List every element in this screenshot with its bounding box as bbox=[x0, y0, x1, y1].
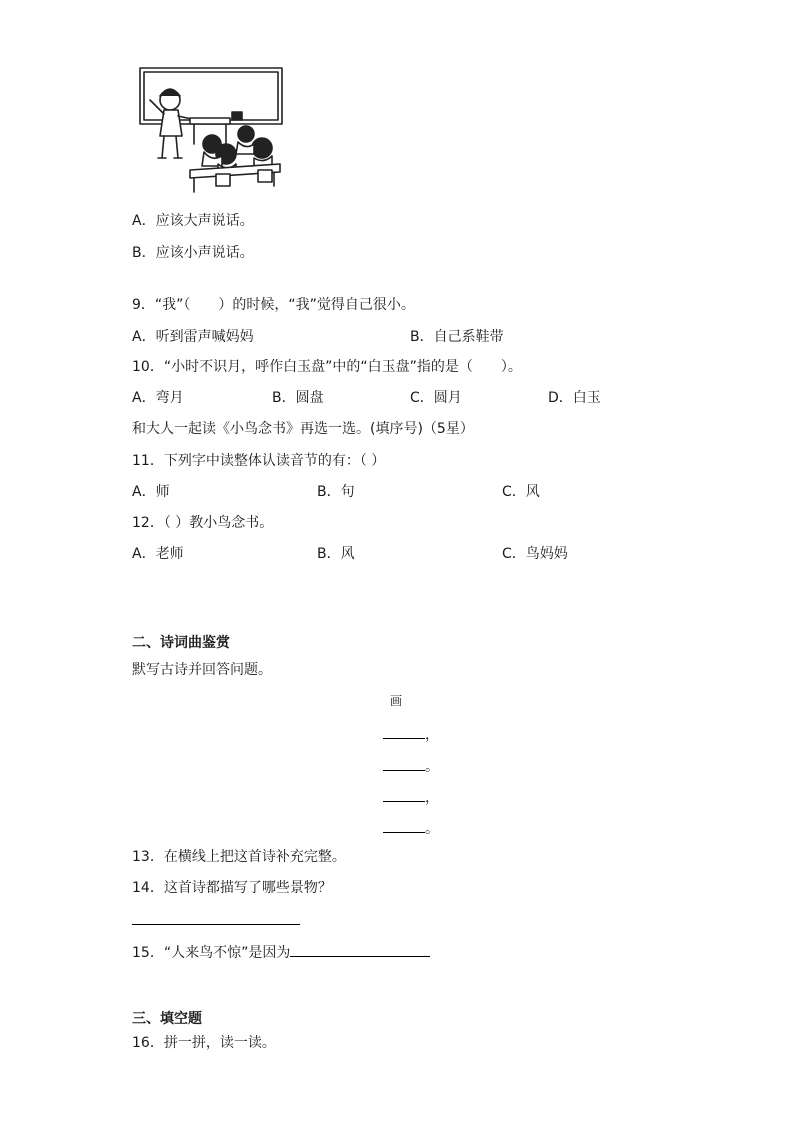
poem-line-1-punct: ， bbox=[425, 727, 439, 743]
q15-row bbox=[132, 942, 430, 962]
q12-stem: 12．（ ）教小鸟念书。 bbox=[132, 515, 274, 531]
poem-title: 画 bbox=[390, 694, 403, 708]
q11-option-a: A．师 bbox=[132, 484, 170, 500]
poem-line-1[interactable] bbox=[383, 724, 439, 744]
poem-line-3[interactable] bbox=[383, 787, 439, 807]
q9-option-b: B．自己系鞋带 bbox=[410, 329, 504, 345]
q10-option-d: D．白玉 bbox=[548, 390, 601, 406]
q10-option-c: C．圆月 bbox=[410, 390, 462, 406]
poem-line-1-blank[interactable] bbox=[383, 724, 425, 739]
classroom-illustration bbox=[134, 66, 286, 194]
q12-option-a: A．老师 bbox=[132, 546, 184, 562]
reading-intro: 和大人一起读《小鸟念书》再选一选。(填序号)（5星） bbox=[132, 421, 474, 437]
q15-stem: 15．“人来鸟不惊”是因为 bbox=[132, 945, 291, 961]
q9-stem: 9．“我”（ ）的时候，“我”觉得自己很小。 bbox=[132, 297, 415, 313]
poem-line-2-punct: 。 bbox=[425, 759, 439, 775]
poem-line-3-blank[interactable] bbox=[383, 787, 425, 802]
poem-line-4-punct: 。 bbox=[425, 821, 439, 837]
q8-option-a: A．应该大声说话。 bbox=[132, 213, 254, 229]
q12-option-c: C．鸟妈妈 bbox=[502, 546, 568, 562]
poem-line-2[interactable] bbox=[383, 756, 439, 776]
q10-option-b: B．圆盘 bbox=[272, 390, 324, 406]
poem-line-4-blank[interactable] bbox=[383, 818, 425, 833]
q11-option-c: C．风 bbox=[502, 484, 540, 500]
q8-option-b: B．应该小声说话。 bbox=[132, 245, 254, 261]
q16-stem: 16．拼一拼，读一读。 bbox=[132, 1035, 276, 1051]
q10-option-a: A．弯月 bbox=[132, 390, 184, 406]
q13-stem: 13．在横线上把这首诗补充完整。 bbox=[132, 849, 346, 865]
section2-instruction: 默写古诗并回答问题。 bbox=[132, 662, 272, 678]
poem-line-3-punct: ， bbox=[425, 790, 439, 806]
section3-heading: 三、填空题 bbox=[132, 1011, 202, 1027]
q11-stem: 11．下列字中读整体认读音节的有：（ ） bbox=[132, 453, 386, 469]
q15-answer-line[interactable] bbox=[290, 942, 430, 957]
q14-stem: 14．这首诗都描写了哪些景物？ bbox=[132, 880, 332, 896]
q11-option-b: B．句 bbox=[317, 484, 355, 500]
q14-answer-line[interactable] bbox=[132, 910, 300, 925]
q9-option-a: A．听到雷声喊妈妈 bbox=[132, 329, 254, 345]
poem-line-2-blank[interactable] bbox=[383, 756, 425, 771]
q10-stem: 10．“小时不识月，呼作白玉盘”中的“白玉盘”指的是（ ）。 bbox=[132, 359, 522, 375]
poem-line-4[interactable] bbox=[383, 818, 439, 838]
q12-option-b: B．风 bbox=[317, 546, 355, 562]
section2-heading: 二、诗词曲鉴赏 bbox=[132, 635, 230, 651]
